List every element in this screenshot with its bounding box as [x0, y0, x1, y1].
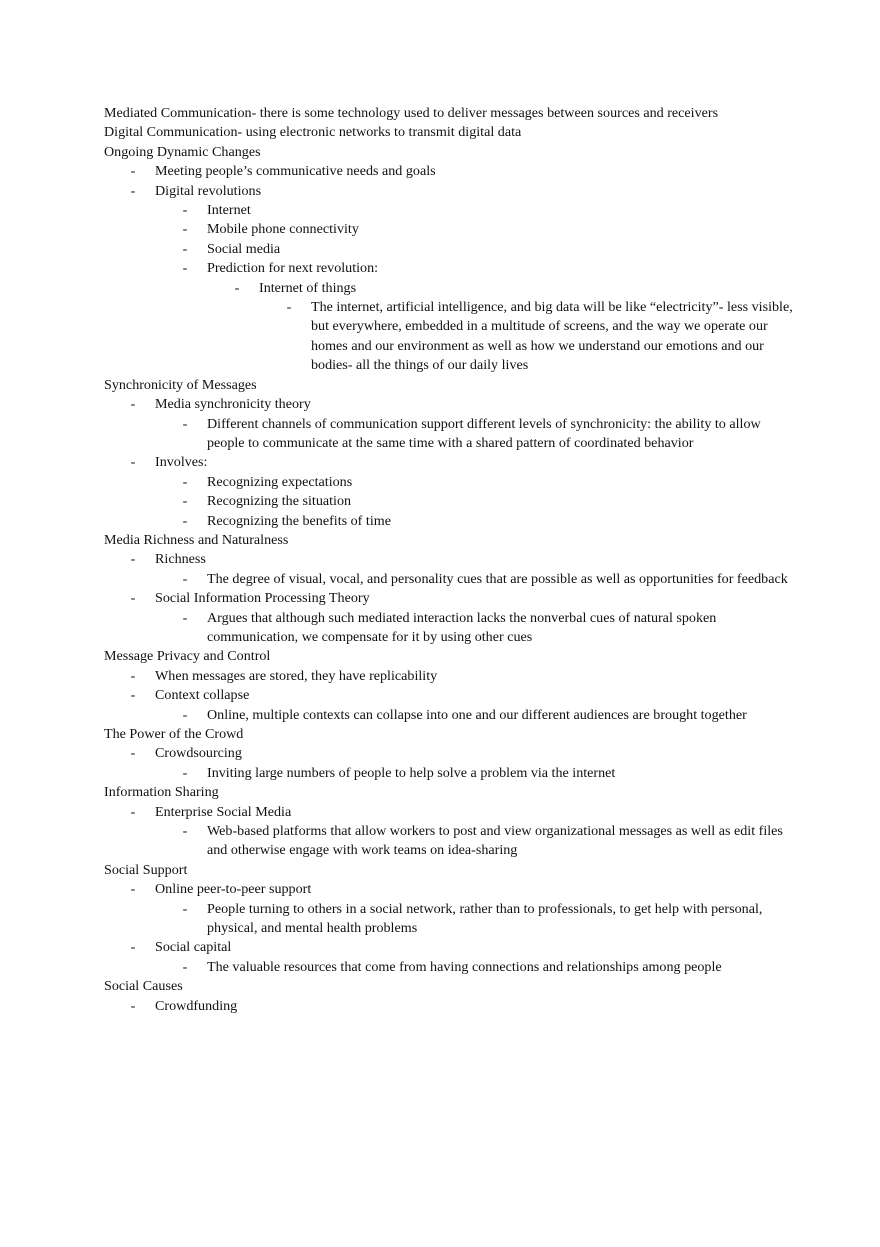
section-heading	[104, 725, 794, 744]
bullet-dash: -	[130, 881, 136, 898]
bullet-item	[104, 298, 794, 376]
bullet-item	[104, 220, 794, 239]
line-text: Synchronicity of Messages	[104, 376, 257, 393]
bullet-item	[104, 589, 794, 608]
line-text: Recognizing the benefits of time	[207, 512, 391, 529]
line-text: Mobile phone connectivity	[207, 221, 359, 238]
line-text: Media synchronicity theory	[155, 396, 311, 413]
bullet-dash: -	[130, 939, 136, 956]
section-heading	[104, 531, 794, 550]
line-text: Richness	[155, 551, 206, 568]
bullet-dash: -	[182, 202, 188, 219]
line-text: The degree of visual, vocal, and personality cues that are possible as well as opportunities for feedback	[207, 570, 788, 587]
line-text: Context collapse	[155, 687, 250, 704]
line-text: Involves:	[155, 454, 208, 471]
bullet-dash: -	[130, 182, 136, 199]
bullet-dash: -	[130, 803, 136, 820]
line-text: Digital revolutions	[155, 182, 262, 199]
line-text: Social Support	[104, 861, 188, 878]
bullet-item	[104, 744, 794, 763]
bullet-item	[104, 395, 794, 414]
bullet-item	[104, 880, 794, 899]
line-text: People turning to others in a social network, rather than to professionals, to get help with personal, physical, and mental health problems	[207, 900, 763, 937]
line-text: Crowdfunding	[155, 997, 238, 1014]
bullet-dash: -	[182, 240, 188, 257]
bullet-dash: -	[182, 415, 188, 432]
line-text: Social capital	[155, 939, 232, 956]
line-text: Social Causes	[104, 978, 183, 995]
line-text: Recognizing expectations	[207, 473, 353, 490]
bullet-item	[104, 550, 794, 569]
bullet-item	[104, 453, 794, 472]
bullet-item	[104, 900, 794, 939]
section-heading	[104, 977, 794, 996]
line-text: The internet, artificial intelligence, and big data will be like “electricity”- less visible, but everywhere, embedded in a multitude of screens, and the way we operate our homes and our environment as well as how we understand our emotions and our bodies- all the things of our daily lives	[311, 299, 793, 374]
bullet-item	[104, 667, 794, 686]
line-text: Social media	[207, 240, 281, 257]
bullet-dash: -	[130, 163, 136, 180]
bullet-dash: -	[130, 667, 136, 684]
bullet-item	[104, 803, 794, 822]
line-text: Prediction for next revolution:	[207, 260, 379, 277]
bullet-item	[104, 938, 794, 957]
bullet-dash: -	[182, 570, 188, 587]
bullet-dash: -	[182, 764, 188, 781]
notes-outline	[104, 104, 794, 1016]
line-text: Argues that although such mediated interaction lacks the nonverbal cues of natural spoken communication, we compensate for it by using other cues	[207, 609, 717, 645]
bullet-item	[104, 279, 794, 298]
section-heading	[104, 143, 794, 162]
bullet-dash: -	[182, 260, 188, 277]
bullet-dash: -	[182, 221, 188, 238]
bullet-item	[104, 686, 794, 705]
line-text: Internet of things	[259, 279, 357, 296]
line-text: Mediated Communication- there is some technology used to deliver messages between sources and receivers	[104, 105, 719, 121]
bullet-item	[104, 512, 794, 531]
line-text: Social Information Processing Theory	[155, 590, 370, 607]
bullet-dash: -	[182, 900, 188, 917]
bullet-dash: -	[182, 609, 188, 626]
bullet-item	[104, 162, 794, 181]
bullet-item	[104, 706, 794, 725]
line-text: When messages are stored, they have replicability	[155, 667, 438, 684]
bullet-item	[104, 473, 794, 492]
line-text: Inviting large numbers of people to help solve a problem via the internet	[207, 764, 616, 781]
line-text: Online peer-to-peer support	[155, 881, 312, 898]
bullet-dash: -	[286, 299, 292, 316]
bullet-item	[104, 240, 794, 259]
bullet-item	[104, 570, 794, 589]
line-text: Enterprise Social Media	[155, 803, 292, 820]
bullet-dash: -	[182, 958, 188, 975]
line-text: Digital Communication- using electronic networks to transmit digital data	[104, 124, 522, 141]
section-heading	[104, 123, 794, 142]
bullet-item	[104, 822, 794, 861]
line-text: Different channels of communication support different levels of synchronicity: the ability to allow people to communicate at the same time with a shared pattern of coordinated behavior	[207, 415, 761, 451]
section-heading	[104, 861, 794, 880]
bullet-dash: -	[130, 590, 136, 607]
bullet-item	[104, 259, 794, 278]
bullet-dash: -	[182, 473, 188, 490]
bullet-dash: -	[130, 745, 136, 762]
section-heading	[104, 647, 794, 666]
section-heading	[104, 376, 794, 395]
bullet-item	[104, 415, 794, 454]
bullet-dash: -	[130, 551, 136, 568]
bullet-dash: -	[130, 396, 136, 413]
bullet-item	[104, 997, 794, 1016]
line-text: Meeting people’s communicative needs and goals	[155, 163, 436, 180]
bullet-dash: -	[182, 493, 188, 510]
line-text: The valuable resources that come from having connections and relationships among people	[207, 958, 722, 975]
bullet-item	[104, 764, 794, 783]
line-text: Online, multiple contexts can collapse into one and our different audiences are brought together	[207, 706, 747, 723]
bullet-item	[104, 182, 794, 201]
bullet-dash: -	[130, 687, 136, 704]
bullet-item	[104, 492, 794, 511]
line-text: Ongoing Dynamic Changes	[104, 143, 261, 160]
line-text: Information Sharing	[104, 784, 219, 801]
bullet-dash: -	[130, 997, 136, 1014]
line-text: Crowdsourcing	[155, 745, 242, 762]
bullet-dash: -	[182, 512, 188, 529]
line-text: Recognizing the situation	[207, 493, 352, 510]
line-text: Internet	[207, 202, 251, 219]
bullet-item	[104, 609, 794, 648]
section-heading	[104, 783, 794, 802]
line-text: Message Privacy and Control	[104, 648, 271, 665]
bullet-dash: -	[182, 706, 188, 723]
bullet-dash: -	[130, 454, 136, 471]
bullet-item	[104, 201, 794, 220]
bullet-dash: -	[234, 279, 240, 296]
line-text: Media Richness and Naturalness	[104, 531, 289, 548]
line-text: The Power of the Crowd	[104, 726, 244, 742]
bullet-dash: -	[182, 823, 188, 840]
bullet-item	[104, 958, 794, 977]
section-heading	[104, 104, 794, 123]
line-text: Web-based platforms that allow workers to post and view organizational messages as well as edit files and otherwise engage with work teams on idea-sharing	[207, 823, 783, 859]
